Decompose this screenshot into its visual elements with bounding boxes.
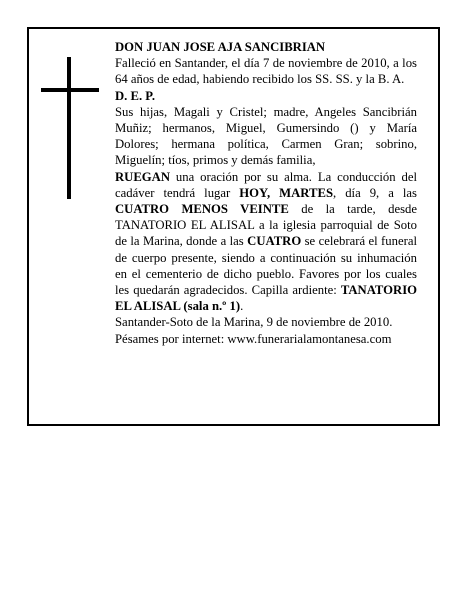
death-details: Falleció en Santander, el día 7 de noviembre de 2010, a los 64 años de edad, habiendo recibido los SS. SS. y la B. A.	[115, 56, 417, 87]
cross-horizontal-bar	[41, 88, 99, 92]
deceased-name: DON JUAN JOSE AJA SANCIBRIAN	[115, 40, 326, 54]
funeral-text-3: de la tarde, desde TANATORIO EL ALISAL a la iglesia parroquial de Soto de la Marina, donde a las	[115, 202, 417, 249]
funeral-day: HOY, MARTES	[239, 185, 334, 200]
funeral-text-5: .	[240, 299, 244, 314]
chapel-location: TANATORIO EL ALISAL (sala n.º 1)	[115, 283, 417, 314]
obituary-text	[115, 39, 417, 347]
funeral-time: CUATRO MENOS VEINTE	[115, 202, 289, 217]
family-list: Sus hijas, Magali y Cristel; madre, Angeles Sancibrián Muñiz; hermanos, Miguel, Gumersindo () y María Dolores; hermana política, Carmen Gran; sobrino, Miguelín; tíos, primos y demás familia,	[115, 104, 417, 168]
funeral-details	[115, 169, 417, 315]
funeral-text-1: una oración por su alma. La conducción del cadáver tendrá lugar	[115, 169, 417, 200]
rest-in-peace: D. E. P.	[115, 88, 156, 103]
place-date: Santander-Soto de la Marina, 9 de noviembre de 2010.	[115, 315, 393, 330]
ruegan-label: RUEGAN	[115, 169, 170, 184]
cross-icon	[41, 57, 99, 199]
funeral-text-2: , día 9, a las	[333, 185, 417, 200]
condolences-line: Pésames por internet: www.funerarialamontanesa.com	[115, 331, 392, 346]
cross-vertical-bar	[67, 57, 71, 199]
funeral-hour: CUATRO	[247, 234, 302, 249]
funeral-text-4: se celebrará el funeral de cuerpo presente, siendo a continuación su inhumación en el cementerio de dicho pueblo. Favores por los cuales les quedarán agradecidos. Capilla ardiente:	[115, 234, 417, 298]
obituary-notice	[27, 27, 440, 426]
